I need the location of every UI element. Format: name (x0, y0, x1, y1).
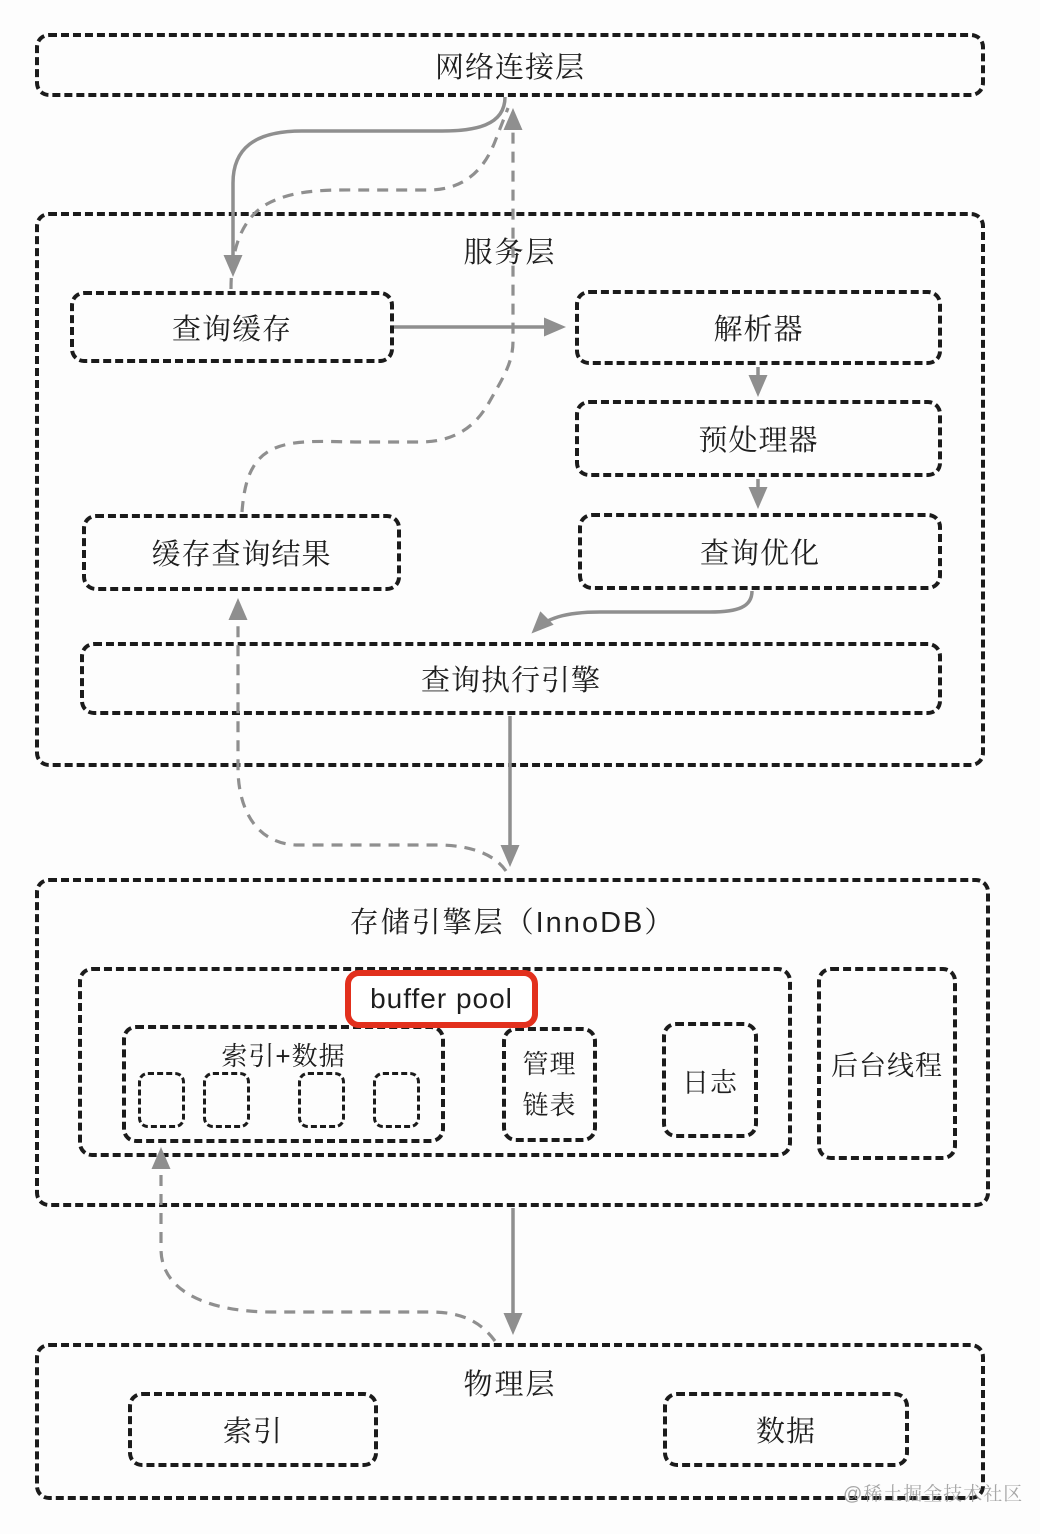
query-cache-label: 查询缓存 (171, 313, 292, 346)
preprocessor-label: 预处理器 (698, 425, 819, 457)
query-executor-label: 查询执行引擎 (420, 665, 601, 697)
buffer-pool-label: buffer pool (370, 983, 513, 1014)
buffer-page-box-4 (373, 1072, 420, 1128)
physical-data-box (663, 1392, 909, 1467)
storage-layer-title: 存储引擎层（InnoDB） (349, 907, 676, 939)
service-layer-title-row (35, 230, 985, 271)
background-thread-box (817, 967, 957, 1160)
service-layer-title: 服务层 (455, 230, 564, 271)
query-optimizer-label: 查询优化 (699, 538, 820, 570)
preprocessor-box (575, 400, 942, 477)
network-layer-title: 网络连接层 (434, 51, 585, 84)
storage-layer-title-row (35, 900, 990, 941)
buffer-pool-highlight (345, 970, 538, 1028)
background-thread-label: 后台线程 (831, 1051, 943, 1081)
query-optimizer-box (578, 513, 942, 590)
buffer-page-box-1 (138, 1072, 185, 1128)
buffer-page-box-2 (203, 1072, 250, 1128)
query-executor-box (80, 642, 942, 715)
watermark: @稀土掘金技术社区 (843, 1484, 1024, 1505)
log-box (662, 1022, 758, 1138)
mgmt-list-label: 管理链表 (522, 1049, 577, 1120)
cache-result-label: 缓存查询结果 (151, 539, 332, 571)
physical-index-label: 索引 (222, 1416, 283, 1448)
physical-data-label: 数据 (755, 1416, 816, 1448)
parser-label: 解析器 (713, 314, 804, 346)
network-layer-box (35, 33, 985, 97)
buffer-page-box-3 (298, 1072, 345, 1128)
physical-index-box (128, 1392, 378, 1467)
mgmt-list-box (502, 1027, 597, 1142)
index-data-label: 索引+数据 (221, 1041, 346, 1071)
query-cache-box (70, 291, 394, 363)
physical-layer-title: 物理层 (463, 1369, 557, 1401)
parser-box (575, 290, 942, 365)
cache-result-box (82, 514, 401, 591)
log-label: 日志 (682, 1067, 738, 1098)
